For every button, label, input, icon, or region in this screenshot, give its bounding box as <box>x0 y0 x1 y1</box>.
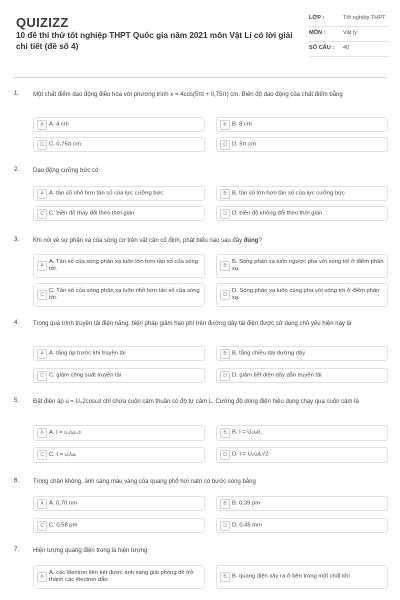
option-letter-badge: B <box>220 572 230 582</box>
header-divider <box>14 77 386 78</box>
answer-option-b[interactable] <box>216 496 388 511</box>
emphasis-word: đúng <box>243 238 259 244</box>
question-text: Trong chân không, ánh sáng màu vàng của quang phổ hơi natri có bước sóng bằng <box>33 479 256 485</box>
answer-option-c[interactable] <box>33 206 205 221</box>
question-text: Dao động cưỡng bức có <box>33 168 99 174</box>
answer-option-d[interactable] <box>216 137 388 152</box>
option-text: B. quang điện xảy ra ở bên trong một chất khí <box>232 573 350 580</box>
answer-option-b[interactable] <box>216 565 388 589</box>
option-text: A. 4 cm <box>49 121 69 127</box>
answer-option-d[interactable] <box>216 447 388 463</box>
option-letter-badge: C <box>37 371 47 381</box>
answer-option-d[interactable] <box>216 368 388 383</box>
question-number: 6. <box>14 478 20 484</box>
answer-option-b[interactable] <box>216 117 388 132</box>
option-letter-badge: C <box>37 140 47 150</box>
option-text: B. 8 cm <box>232 121 252 127</box>
question-1 <box>14 91 386 161</box>
question-number: 5. <box>14 398 20 404</box>
option-letter-badge: B <box>220 120 230 130</box>
meta-key: LỚP : <box>309 15 325 21</box>
option-text: D. 0,45 mm <box>232 522 262 528</box>
option-text: B. I = U₀ωL <box>232 429 262 436</box>
question-5 <box>14 398 386 470</box>
option-text: D. Sóng phản xạ luôn cùng pha với sóng tới ở điểm phản xạ. <box>232 288 380 301</box>
question-text: Khi nói về sự phản xạ của sóng cơ trên vật cản cố định, phát biểu nào sau đây đúng? <box>33 238 262 244</box>
question-text: Trong quá trình truyền tải điện năng, biện pháp giảm hao phí trên đường dây tải điện được sử dụng chủ yếu hiện nay là <box>33 321 352 327</box>
meta-row-subject <box>309 27 389 42</box>
option-text: D. 5π cm <box>232 141 256 147</box>
option-text: D. giảm tiết diện dây dẫn truyền tải <box>232 372 322 378</box>
option-letter-badge: C <box>37 450 47 460</box>
option-text: C. 0,75π cm <box>49 141 82 147</box>
answer-option-c[interactable] <box>33 283 205 307</box>
option-letter-badge: A <box>37 428 47 438</box>
answer-option-d[interactable] <box>216 206 388 221</box>
option-text: A. tăng áp trước khi truyền tải <box>49 350 126 356</box>
option-text: D. biên độ không đổi theo thời gian <box>232 210 323 216</box>
option-letter-badge: C <box>37 290 47 300</box>
option-text: B. tăng chiều dài đường dây <box>232 350 306 356</box>
option-letter-badge: D <box>220 209 230 219</box>
document-title: 10 đề thi thử tốt nghiệp THPT Quốc gia năm 2021 môn Vật Lí có lời giải chi tiết (đề số 4) <box>16 31 293 51</box>
answer-option-c[interactable] <box>33 518 205 533</box>
meta-row-class <box>309 12 389 27</box>
option-letter-badge: A <box>37 349 47 359</box>
meta-row-count <box>309 42 389 57</box>
option-letter-badge: C <box>37 209 47 219</box>
question-number: 3. <box>14 237 20 243</box>
answer-option-b[interactable] <box>216 186 388 201</box>
answer-option-c[interactable] <box>33 137 205 152</box>
question-4 <box>14 320 386 390</box>
option-letter-badge: A <box>37 189 47 199</box>
answer-option-a[interactable] <box>33 254 205 278</box>
option-letter-badge: B <box>220 261 230 271</box>
option-letter-badge: D <box>220 371 230 381</box>
option-letter-badge: A <box>37 572 47 582</box>
answer-option-a[interactable] <box>33 346 205 361</box>
option-text: A. Tần số của sóng phản xạ luôn lớn hơn tần số của sóng tới. <box>49 259 198 272</box>
option-text: C. 0,58 μm <box>49 522 78 528</box>
question-7 <box>14 547 386 600</box>
option-letter-badge: D <box>220 521 230 531</box>
question-number: 2. <box>14 167 20 173</box>
option-letter-badge: D <box>220 450 230 460</box>
answer-option-a[interactable] <box>33 117 205 132</box>
answer-option-c[interactable] <box>33 368 205 383</box>
question-number: 7. <box>14 547 20 553</box>
fraction-numerator: U₀ <box>64 452 70 457</box>
option-text: C. Tần số của sóng phản xạ luôn nhỏ hơn tần số của sóng tới. <box>49 288 200 301</box>
question-3 <box>14 237 386 309</box>
option-letter-badge: B <box>220 189 230 199</box>
option-formula: C. I = U₀/ωL <box>49 452 77 458</box>
option-letter-badge: A <box>37 120 47 130</box>
answer-option-a[interactable] <box>33 186 205 201</box>
option-formula: A. I = U₀/ωL√2 <box>49 430 81 436</box>
question-text: Hiện tượng quang điện trong là hiện tượng <box>33 548 148 554</box>
meta-panel <box>309 12 389 57</box>
meta-value: Tốt nghiệp THPT <box>343 15 386 21</box>
option-letter-badge: B <box>220 428 230 438</box>
answer-option-b[interactable] <box>216 425 388 441</box>
quizizz-logo: QUIZIZZ <box>16 15 69 30</box>
option-text: A. 0,70 nm <box>49 500 78 506</box>
option-text: B. tần số lớn hơn tần số của lực cưỡng bức <box>232 190 345 196</box>
meta-value: Vật lý <box>343 30 357 36</box>
option-text: C. biên độ thay đổi theo thời gian <box>49 210 135 216</box>
option-text: A. các êlectron liên kết được ánh sáng giải phóng để trở thành các êlectron dẫn <box>49 570 194 583</box>
answer-option-d[interactable] <box>216 283 388 307</box>
option-letter-badge: A <box>37 261 47 271</box>
question-number: 1. <box>14 91 20 97</box>
meta-value: 40 <box>343 45 350 51</box>
answer-option-b[interactable] <box>216 254 388 278</box>
question-6 <box>14 478 386 538</box>
option-letter-badge: B <box>220 499 230 509</box>
fraction-numerator: U₀ <box>64 430 70 435</box>
question-text: Đặt điện áp u = U₀2cosωt chỉ chứa cuộn cảm thuần có độ tự cảm L. Cường độ dòng điện hiệu dụng chạy qua cuộn cảm là <box>33 399 359 405</box>
answer-option-a[interactable] <box>33 565 205 589</box>
answer-option-d[interactable] <box>216 518 388 533</box>
option-text: B. 0,39 pm <box>232 500 261 506</box>
option-letter-badge: A <box>37 499 47 509</box>
answer-option-c[interactable] <box>33 447 205 463</box>
option-text: B. Sóng phản xạ luôn ngược pha với sóng tới ở điểm phản xạ. <box>232 259 384 272</box>
answer-option-b[interactable] <box>216 346 388 361</box>
option-text: C. giảm công suất truyền tải <box>49 372 122 378</box>
fraction-denominator: ωL <box>71 452 77 457</box>
answer-option-a[interactable] <box>33 425 205 441</box>
option-letter-badge: B <box>220 349 230 359</box>
option-letter-badge: D <box>220 140 230 150</box>
question-2 <box>14 167 386 227</box>
fraction-denominator: ωL√2 <box>70 430 81 435</box>
answer-option-a[interactable] <box>33 496 205 511</box>
meta-key: SỐ CÂU : <box>309 45 335 51</box>
question-text: Một chất điểm dao động điều hòa với phương trình x = 4cos(5πt + 0,75π) cm. Biên độ dao động của chất điểm bằng <box>33 92 343 98</box>
option-text: A. tần số nhỏ hơn tần số của lực cưỡng bức <box>49 190 164 196</box>
meta-key: MÔN : <box>309 30 326 36</box>
option-letter-badge: D <box>220 290 230 300</box>
question-number: 4. <box>14 320 20 326</box>
option-text: D. I = U₀ωL√2 <box>232 451 269 458</box>
option-letter-badge: C <box>37 521 47 531</box>
